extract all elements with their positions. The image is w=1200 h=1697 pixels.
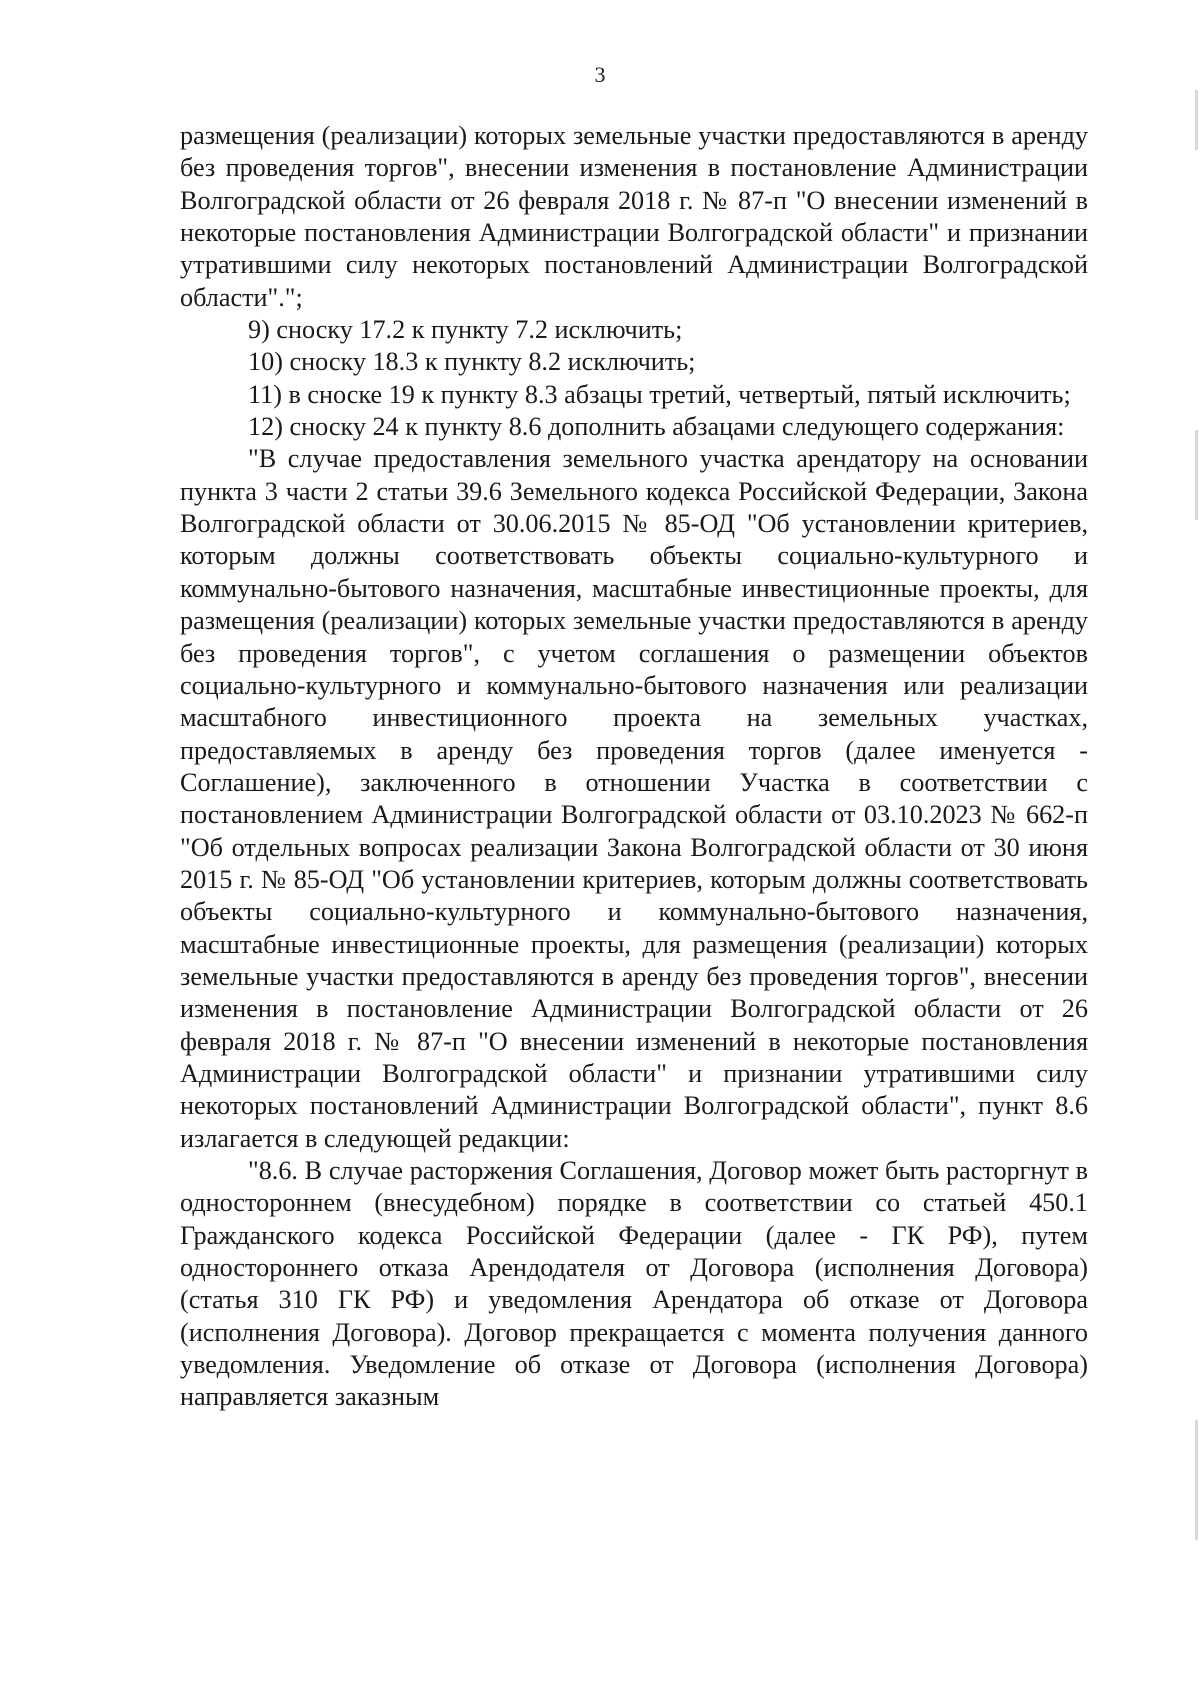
document-body [180, 120, 1088, 1414]
paragraph-item-12: 12) сноску 24 к пункту 8.6 дополнить абзацами следующего содержания: [248, 412, 1065, 442]
scan-edge-mark [1195, 1420, 1198, 1540]
scan-edge-mark [1195, 430, 1198, 520]
paragraph-quoted-amendment: "В случае предоставления земельного участка арендатору на основании пункта 3 части 2 статьи 39.6 Земельного кодекса Российской Федерации, Закона Волгоградской области от 30.06.2015 № 85-ОД "Об установлении критериев, которым должны соответствовать объекты социально-культурного и коммунально-бытового назначения, масштабные инвестиционные проекты, для размещения (реализации) которых земельные участки предоставляются в аренду без проведения торгов", с учетом соглашения о размещении объектов социально-культурного и коммунально-бытового назначения или реализации масштабного инвестиционного проекта на земельных участках, предоставляемых в аренду без проведения торгов (далее именуется - Соглашение), заключенного в отношении Участка в соответствии с постановлением Администрации Волгоградской области от 03.10.2023 № 662-п "Об отдельных вопросах реализации Закона Волгоградской области от 30 июня 2015 г. № 85-ОД "Об установлении критериев, которым должны соответствовать объекты социально-культурного и коммунально-бытового назначения, масштабные инвестиционные проекты, для размещения (реализации) которых земельные участки предоставляются в аренду без проведения торгов", внесении изменения в постановление Администрации Волгоградской области от 26 февраля 2018 г. № 87-п "О внесении изменений в некоторые постановления Администрации Волгоградской области" и признании утратившими силу некоторых постановлений Администрации Волгоградской области", пункт 8.6 излагается в следующей редакции: [180, 444, 1088, 1153]
page-number: 3 [594, 62, 606, 87]
paragraph-item-11: 11) в сноске 19 к пункту 8.3 абзацы третий, четвертый, пятый исключить; [248, 379, 1071, 409]
paragraph-clause-8-6: "8.6. В случае расторжения Соглашения, Договор может быть расторгнут в одностороннем (внесудебном) порядке в соответствии со статьей 450.1 Гражданского кодекса Российской Федерации (далее - ГК РФ), путем одностороннего отказа Арендодателя от Договора (исполнения Договора) (статья 310 ГК РФ) и уведомления Арендатора об отказе от Договора (исполнения Договора). Договор прекращается с момента получения данного уведомления. Уведомление об отказе от Договора (исполнения Договора) направляется заказным [180, 1156, 1088, 1412]
paragraph-item-10: 10) сноску 18.3 к пункту 8.2 исключить; [248, 347, 696, 377]
scan-edge-mark [1195, 90, 1198, 150]
paragraph-item-9: 9) сноску 17.2 к пункту 7.2 исключить; [248, 315, 683, 345]
paragraph-continuation: размещения (реализации) которых земельные участки предоставляются в аренду без проведения торгов", внесении изменения в постановление Администрации Волгоградской области от 26 февраля 2018 г. № 87-п "О внесении изменений в некоторые постановления Администрации Волгоградской области" и признании утратившими силу некоторых постановлений Администрации Волгоградской области"."; [180, 121, 1088, 312]
